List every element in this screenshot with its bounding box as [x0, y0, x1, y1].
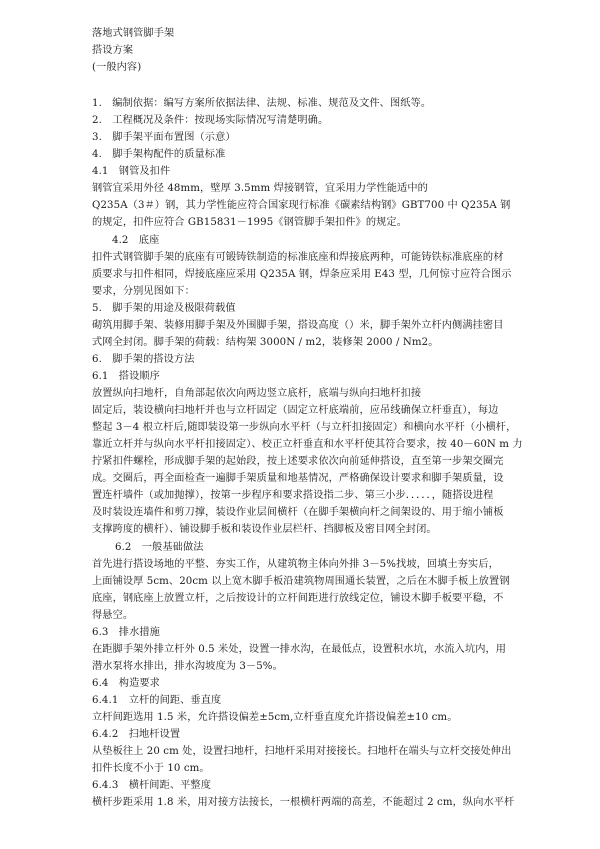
paragraph-line: 质要求与扣件相同，焊接底座应采用 Q235A 钢，焊条应采用 E43 型，几何惊寸应符合图示 — [92, 269, 512, 280]
paragraph-line: 钢管宜采用外径 48mm，壁厚 3.5mm 焊接钢管，宜采用力学性能适中的 — [92, 183, 428, 194]
doc-subtitle: 搭设方案 — [92, 45, 134, 56]
paragraph-line: 整起 3－4 根立杆后,随即装设第一步纵向水平杆（与立杆扣接固定）和横向水平杆（小横杆， — [92, 422, 517, 433]
section-6: 6. 脚手架的搭设方法 — [92, 354, 195, 365]
paragraph-line: 拧紧扣件螺栓，形成脚手架的起始段，按上述要求依次向前延伸搭设，直至第一步架交圈完 — [92, 456, 504, 467]
paragraph-line: 靠近立杆并与纵向水平杆扣接固定）、校正立杆垂直和水平杆使其符合要求，按 40－60N m 力 — [92, 439, 523, 450]
section-1: 1. 编制依据：编写方案所依据法律、法规、标准、规范及文件、图纸等。 — [92, 98, 432, 109]
paragraph-line: 成。交圈后，再全面检查一遍脚手架质量和地基情况，严格确保设计要求和脚手架质量，设 — [92, 473, 504, 484]
paragraph-line: 在距脚手架外排立杆外 0.5 米处，设置一排水沟，在最低点，设置积水坑，水流入坑内，用 — [92, 644, 507, 655]
paragraph-line: 从垫板往上 20 cm 处，设置扫地杆，扫地杆采用对接接长。扫地杆在端头与立杆交接处伸出 — [92, 746, 512, 757]
paragraph-line: 扣件式钢管脚手架的底座有可锻铸铁制造的标准底座和焊接底两种，可能铸铁标准底座的材 — [92, 252, 504, 263]
section-6-2: 6.2 一般基础做法 — [115, 542, 204, 553]
paragraph-line: 要求，分别见图如下： — [92, 286, 195, 297]
paragraph-line: 及时装设连墙件和剪刀撑，装设作业层间横杆（在脚手架横向杆之间架设的、用于缩小铺板 — [92, 507, 504, 518]
paragraph-line: 固定后，装设横向扫地杆并也与立杆固定（固定立杆底端前，应吊线确保立杆垂直），每边 — [92, 405, 499, 416]
section-4: 4. 脚手架构配件的质量标准 — [92, 149, 226, 160]
paragraph-line: Q235A（3＃）钢，其力学性能应符合国家现行标准《碳素结构钢》GBT700 中 Q235A 钢 — [92, 200, 511, 211]
paragraph-line: 支撑跨度的横杆）、铺设脚手板和装设作业层栏杆、挡脚板及密目网全封闭。 — [92, 524, 437, 535]
paragraph-line: 横杆步距采用 1.8 米，用对接方法接长，一根横杆两端的高差，不能超过 2 cm，纵向水平杆 — [92, 797, 515, 808]
paragraph-line: 潜水泵将水排出，排水沟坡度为 3－5%。 — [92, 661, 283, 672]
section-4-1: 4.1 钢管及扣件 — [92, 166, 171, 177]
section-5: 5. 脚手架的用途及极限荷载值 — [92, 303, 236, 314]
doc-title: 落地式钢管脚手架 — [92, 28, 175, 39]
paragraph-line: 得悬空。 — [92, 610, 134, 621]
section-6-4-3: 6.4.3 横杆间距、平整度 — [92, 780, 212, 791]
section-6-4-1: 6.4.1 立杆的间距、垂直度 — [92, 695, 222, 706]
doc-note: (一般内容) — [92, 62, 142, 73]
paragraph-line: 放置纵向扫地杆，自角部起依次向两边竖立底杆，底端与纵向扫地杆扣接 — [92, 388, 422, 399]
section-6-3: 6.3 排水措施 — [92, 627, 160, 638]
paragraph-line: 首先进行搭设场地的平整、夯实工作，从建筑物主体向外排 3－5%找坡，回填土夯实后， — [92, 559, 499, 570]
paragraph-line: 扣件长度不小于 10 cm。 — [92, 763, 210, 774]
section-3: 3. 脚手架平面布置图（示意） — [92, 132, 236, 143]
paragraph-line: 式网全封闭。脚手架的荷载：结构架 3000N / m2，装修架 2000 / Nm2。 — [92, 337, 439, 348]
section-4-2: 4.2 底座 — [112, 235, 160, 246]
paragraph-line: 砌筑用脚手架、装修用脚手架及外围脚手架，搭设高度（）米，脚手架外立杆内侧满挂密目 — [92, 320, 504, 331]
paragraph-line: 底座，钢底座上放置立杆，之后按设计的立杆间距进行放线定位，铺设木脚手板要平稳，不 — [92, 593, 504, 604]
section-2: 2. 工程概况及条件：按现场实际情况写清楚明确。 — [92, 115, 329, 126]
paragraph-line: 置连杆墙件（或加抛撑），按第一步程序和要求搭设指二步、第三小步．．．．．，随搭设进程 — [92, 490, 494, 501]
section-6-4-2: 6.4.2 扫地杆设置 — [92, 729, 181, 740]
paragraph-line: 的规定，扣件应符合 GB15831－1995《钢管脚手架扣件》的规定。 — [92, 217, 408, 228]
paragraph-line: 立杆间距选用 1.5 米，允许搭设偏差±5cm,立杆垂直度允许搭设偏差±10 cm。 — [92, 712, 458, 723]
section-6-1: 6.1 搭设顺序 — [92, 371, 160, 382]
section-6-4: 6.4 构造要求 — [92, 678, 160, 689]
paragraph-line: 上面铺设厚 5cm、20cm 以上宽木脚手板沿建筑物周围通长装置，之后在木脚手板上放置钢 — [92, 576, 510, 587]
